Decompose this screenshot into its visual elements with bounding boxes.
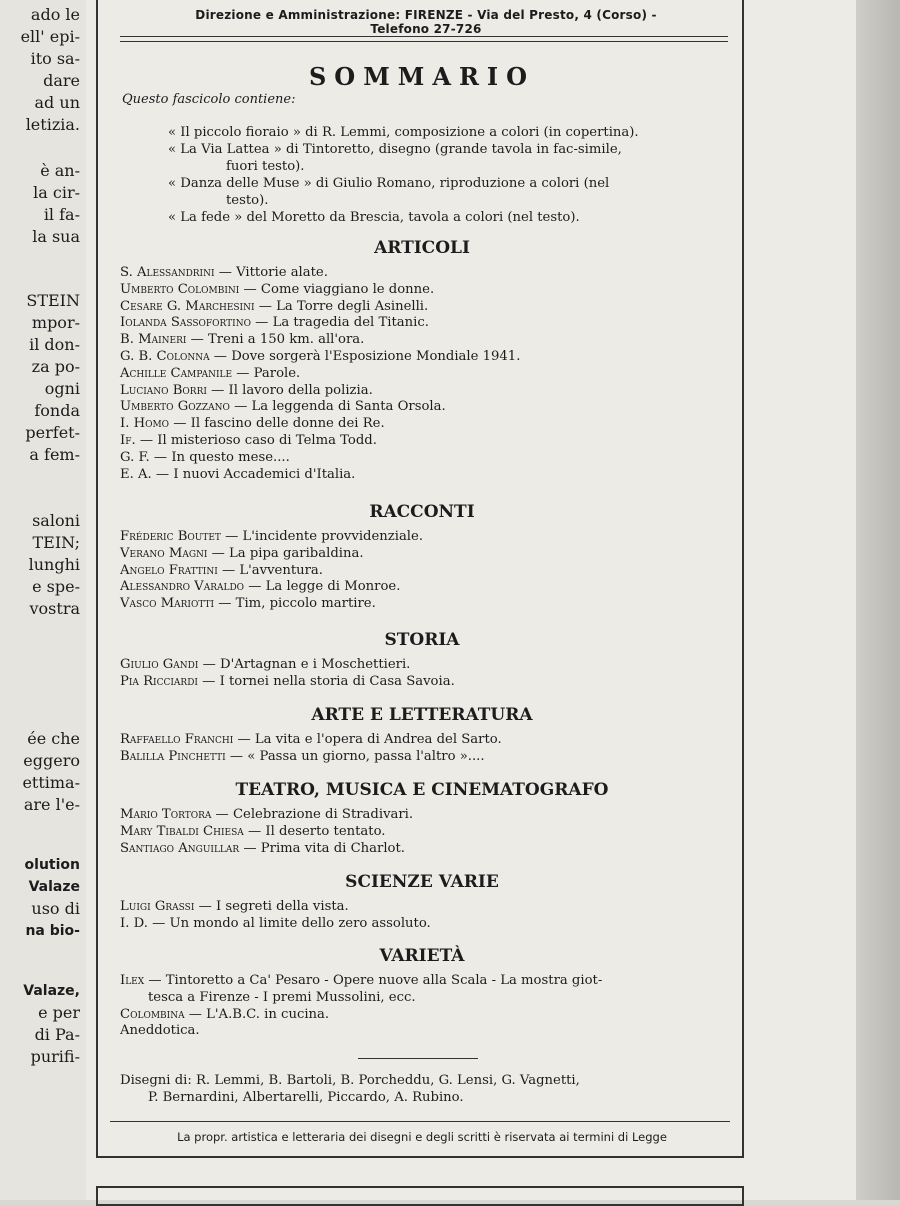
left-page-text-line: TEIN;: [32, 533, 80, 552]
toc-entry: Mary Tibaldi Chiesa — Il deserto tentato.: [120, 823, 386, 839]
entry-author: I. D.: [120, 915, 148, 931]
left-page-column: [0, 0, 86, 1200]
toc-entry: Colombina — L'A.B.C. in cucina.: [120, 1006, 330, 1022]
entry-title: I segreti della vista.: [215, 899, 349, 914]
entry-title: D'Artagnan e i Moschettieri.: [220, 657, 411, 672]
main-page: [86, 0, 856, 1200]
left-page-text-line: vostra: [29, 599, 80, 618]
entry-author: Colombina: [120, 1006, 185, 1022]
section-title: ARTE E LETTERATURA: [311, 705, 533, 725]
left-page-text-line: olution: [24, 857, 80, 873]
next-frame-edge: [96, 1186, 744, 1206]
intro-item: « Il piccolo fioraio » di R. Lemmi, composizione a colori (in copertina).: [168, 125, 639, 140]
entry-author: Luciano Borri: [120, 382, 207, 398]
entry-author: Mario Tortora: [120, 807, 212, 822]
section-entries: [120, 265, 720, 483]
section-entries: [120, 807, 720, 857]
toc-entry: Umberto Colombini — Come viaggiano le donne.: [120, 281, 435, 297]
entry-author: Vasco Mariotti: [120, 596, 215, 612]
entry-title: Dove sorgerà l'Esposizione Mondiale 1941.: [231, 348, 521, 364]
entry-author: G. B. Colonna: [120, 348, 210, 364]
entry-title: I nuovi Accademici d'Italia.: [173, 466, 356, 482]
toc-entry: Vasco Mariotti — Tim, piccolo martire.: [120, 596, 376, 612]
toc-entry: Achille Campanile — Parole.: [120, 365, 301, 381]
intro-item: « La Via Lattea » di Tintoretto, disegno (grande tavola in fac-simile,: [168, 142, 622, 157]
entry-title: Il fascino delle donne dei Re.: [190, 416, 385, 432]
footer-rule: [110, 1121, 730, 1122]
toc-entry: G. B. Colonna — Dove sorgerà l'Esposizione Mondiale 1941.: [120, 348, 521, 364]
intro-item: « Danza delle Muse » di Giulio Romano, riproduzione a colori (nel: [168, 176, 610, 191]
page-frame: [96, 0, 744, 1158]
entry-author: Raffaello Franchi: [120, 732, 234, 747]
left-page-text-line: za po-: [31, 357, 80, 376]
intro-item: « La fede » del Moretto da Brescia, tavola a colori (nel testo).: [168, 210, 580, 225]
entry-title: La tragedia del Titanic.: [272, 315, 429, 331]
entry-title: « Passa un giorno, passa l'altro »....: [247, 748, 485, 764]
toc-entry: Mario Tortora — Celebrazione di Stradivari.: [120, 807, 414, 822]
entry-title: Tintoretto a Ca' Pesaro - Opere nuove alla Scala - La mostra giot-: [165, 973, 603, 988]
separator-rule: [358, 1058, 478, 1059]
entry-title: L'incidente provvidenziale.: [242, 529, 424, 544]
intro-item: testo).: [226, 193, 269, 208]
toc-entry: B. Maineri — Treni a 150 km. all'ora.: [120, 332, 365, 348]
left-page-text-line: la cir-: [33, 183, 80, 202]
left-page-text-line: ad un: [34, 93, 80, 112]
intro-item: fuori testo).: [226, 159, 305, 174]
left-page-text-line: eggero: [23, 751, 80, 770]
entry-author: E. A.: [120, 466, 152, 482]
toc-entry: E. A. — I nuovi Accademici d'Italia.: [120, 466, 356, 482]
entry-title: Aneddotica.: [120, 1023, 200, 1039]
left-page-text-line: na bio-: [25, 923, 80, 939]
entry-author: Pia Ricciardi: [120, 673, 198, 689]
toc-entry: Cesare G. Marchesini — La Torre degli Asinelli.: [120, 298, 429, 314]
entry-title: Un mondo al limite dello zero assoluto.: [169, 915, 431, 931]
toc-entry: Luigi Grassi — I segreti della vista.: [120, 899, 349, 914]
entry-author: Fréderic Boutet: [120, 529, 221, 544]
entry-author: I. Homo: [120, 416, 170, 432]
section-title: ARTICOLI: [374, 238, 470, 258]
entry-title: L'A.B.C. in cucina.: [206, 1006, 330, 1022]
entry-author: Achille Campanile: [120, 365, 233, 381]
left-page-text-line: il don-: [29, 335, 80, 354]
toc-entry: Iolanda Sassofortino — La tragedia del Titanic.: [120, 315, 429, 331]
entry-author: Cesare G. Marchesini: [120, 298, 255, 314]
copyright-footer: La propr. artistica e letteraria dei disegni e degli scritti è riservata ai termini di Legge: [177, 1130, 667, 1144]
section-title: SCIENZE VARIE: [345, 872, 499, 892]
entry-author: Umberto Gozzano: [120, 399, 230, 415]
entry-title: I tornei nella storia di Casa Savoia.: [219, 673, 455, 689]
left-page-text-line: ell' epi-: [20, 27, 80, 46]
section-entries: [120, 657, 720, 691]
entry-continuation: tesca a Firenze - I premi Mussolini, ecc.: [148, 989, 416, 1005]
left-page-text-line: la sua: [32, 227, 80, 246]
entry-author: Santiago Anguillar: [120, 840, 240, 856]
left-page-text-line: il fa-: [43, 205, 80, 224]
toc-entry: Angelo Frattini — L'avventura.: [120, 562, 323, 578]
left-page-text-line: ettima-: [22, 773, 80, 792]
entry-title: La leggenda di Santa Orsola.: [251, 399, 446, 415]
entry-title: Il deserto tentato.: [265, 823, 386, 839]
section-title: TEATRO, MUSICA E CINEMATOGRAFO: [235, 780, 609, 800]
entry-author: G. F.: [120, 449, 150, 465]
entry-author: Verano Magni: [120, 545, 208, 561]
entry-title: Treni a 150 km. all'ora.: [208, 332, 365, 348]
entry-title: Parole.: [253, 365, 301, 381]
entry-author: Balilla Pinchetti: [120, 748, 226, 764]
entry-title: Il lavoro della polizia.: [228, 382, 373, 398]
entry-author: Angelo Frattini: [120, 562, 218, 578]
left-page-text-line: STEIN: [26, 291, 80, 310]
toc-entry: G. F. — In questo mese....: [120, 449, 290, 465]
entry-author: If.: [120, 432, 136, 448]
toc-entry: If. — Il misterioso caso di Telma Todd.: [120, 432, 377, 448]
entry-author: Alessandro Varaldo: [120, 579, 245, 595]
toc-entry: Giulio Gandi — D'Artagnan e i Moschettieri.: [120, 657, 411, 672]
entry-title: Celebrazione di Stradivari.: [232, 807, 414, 822]
left-page-text-line: e per: [38, 1003, 80, 1022]
toc-entry: S. Alessandrini — Vittorie alate.: [120, 265, 328, 280]
section-entries: [120, 899, 720, 933]
section-title: RACCONTI: [369, 502, 475, 522]
left-page-text-line: a fem-: [29, 445, 80, 464]
left-page-text-line: mpor-: [31, 313, 80, 332]
entry-author: Giulio Gandi: [120, 657, 199, 672]
left-page-text-line: di Pa-: [34, 1025, 80, 1044]
left-page-text-line: fonda: [34, 401, 80, 420]
toc-entry: Ilex — Tintoretto a Ca' Pesaro - Opere nuove alla Scala - La mostra giot-: [120, 973, 603, 988]
left-page-text-line: perfet-: [25, 423, 80, 442]
toc-entry: Umberto Gozzano — La leggenda di Santa Orsola.: [120, 399, 446, 415]
toc-entry: Fréderic Boutet — L'incidente provvidenziale.: [120, 529, 424, 544]
drawings-line: P. Bernardini, Albertarelli, Piccardo, A. Rubino.: [148, 1090, 464, 1105]
entry-author: Ilex: [120, 973, 145, 988]
section-entries: [120, 973, 720, 1040]
entry-author: B. Maineri: [120, 332, 187, 348]
entry-author: Luigi Grassi: [120, 899, 195, 914]
entry-title: In questo mese....: [171, 449, 290, 465]
publisher-header: Direzione e Amministrazione: FIRENZE - Via del Presto, 4 (Corso) - Telefono 27-726: [195, 8, 657, 36]
left-page-text-line: letizia.: [25, 115, 80, 134]
entry-title: La Torre degli Asinelli.: [276, 298, 429, 314]
left-page-text-line: dare: [43, 71, 80, 90]
entry-author: Umberto Colombini: [120, 281, 240, 297]
left-page-text-line: ée che: [27, 729, 80, 748]
section-title: VARIETÀ: [379, 946, 465, 966]
left-page-text-line: lunghi: [28, 555, 80, 574]
toc-entry: Luciano Borri — Il lavoro della polizia.: [120, 382, 373, 398]
left-page-text-line: ado le: [30, 5, 80, 24]
left-page-text-line: purifi-: [30, 1047, 80, 1066]
entry-title: L'avventura.: [239, 562, 323, 578]
drawings-credits: [120, 1072, 720, 1106]
subtitle: Questo fascicolo contiene:: [122, 92, 296, 107]
entry-title: La legge di Monroe.: [265, 579, 401, 595]
left-page-text-line: e spe-: [32, 577, 80, 596]
toc-entry: Raffaello Franchi — La vita e l'opera di Andrea del Sarto.: [120, 732, 502, 747]
section-title: STORIA: [384, 630, 460, 650]
toc-entry: Pia Ricciardi — I tornei nella storia di Casa Savoia.: [120, 673, 455, 689]
toc-entry: [120, 1023, 720, 1040]
toc-entry: I. Homo — Il fascino delle donne dei Re.: [120, 416, 385, 432]
toc-entry: Santiago Anguillar — Prima vita di Charlot.: [120, 840, 405, 856]
left-page-text-line: Valaze: [28, 879, 80, 895]
left-page-text-line: ogni: [44, 379, 80, 398]
entry-title: Tim, piccolo martire.: [235, 596, 376, 612]
entry-title: Vittorie alate.: [236, 265, 328, 280]
toc-entry: Verano Magni — La pipa garibaldina.: [120, 545, 364, 561]
left-page-text-line: ito sa-: [30, 49, 80, 68]
left-page-text-line: saloni: [32, 511, 80, 530]
toc-entry: Alessandro Varaldo — La legge di Monroe.: [120, 579, 401, 595]
page-title: SOMMARIO: [308, 62, 536, 91]
section-entries: [120, 529, 720, 613]
drawings-line: Disegni di: R. Lemmi, B. Bartoli, B. Porcheddu, G. Lensi, G. Vagnetti,: [120, 1073, 580, 1088]
section-entries: [120, 732, 720, 766]
left-page-text-line: uso di: [31, 899, 80, 918]
entry-title: La vita e l'opera di Andrea del Sarto.: [254, 732, 502, 747]
entry-title: Come viaggiano le donne.: [260, 281, 435, 297]
entry-author: Iolanda Sassofortino: [120, 315, 251, 331]
left-page-text-line: è an-: [40, 161, 80, 180]
entry-author: Mary Tibaldi Chiesa: [120, 823, 244, 839]
intro-list: [168, 124, 728, 226]
toc-entry: I. D. — Un mondo al limite dello zero assoluto.: [120, 915, 431, 931]
entry-title: Prima vita di Charlot.: [260, 840, 405, 856]
left-page-text-line: are l'e-: [23, 795, 80, 814]
entry-title: Il misterioso caso di Telma Todd.: [157, 432, 377, 448]
left-page-text-line: Valaze,: [23, 983, 80, 999]
entry-author: S. Alessandrini: [120, 265, 215, 280]
header-rule: [120, 36, 728, 42]
entry-title: La pipa garibaldina.: [229, 545, 364, 561]
toc-entry: Balilla Pinchetti — « Passa un giorno, passa l'altro »....: [120, 748, 485, 764]
page-edge: [856, 0, 900, 1200]
